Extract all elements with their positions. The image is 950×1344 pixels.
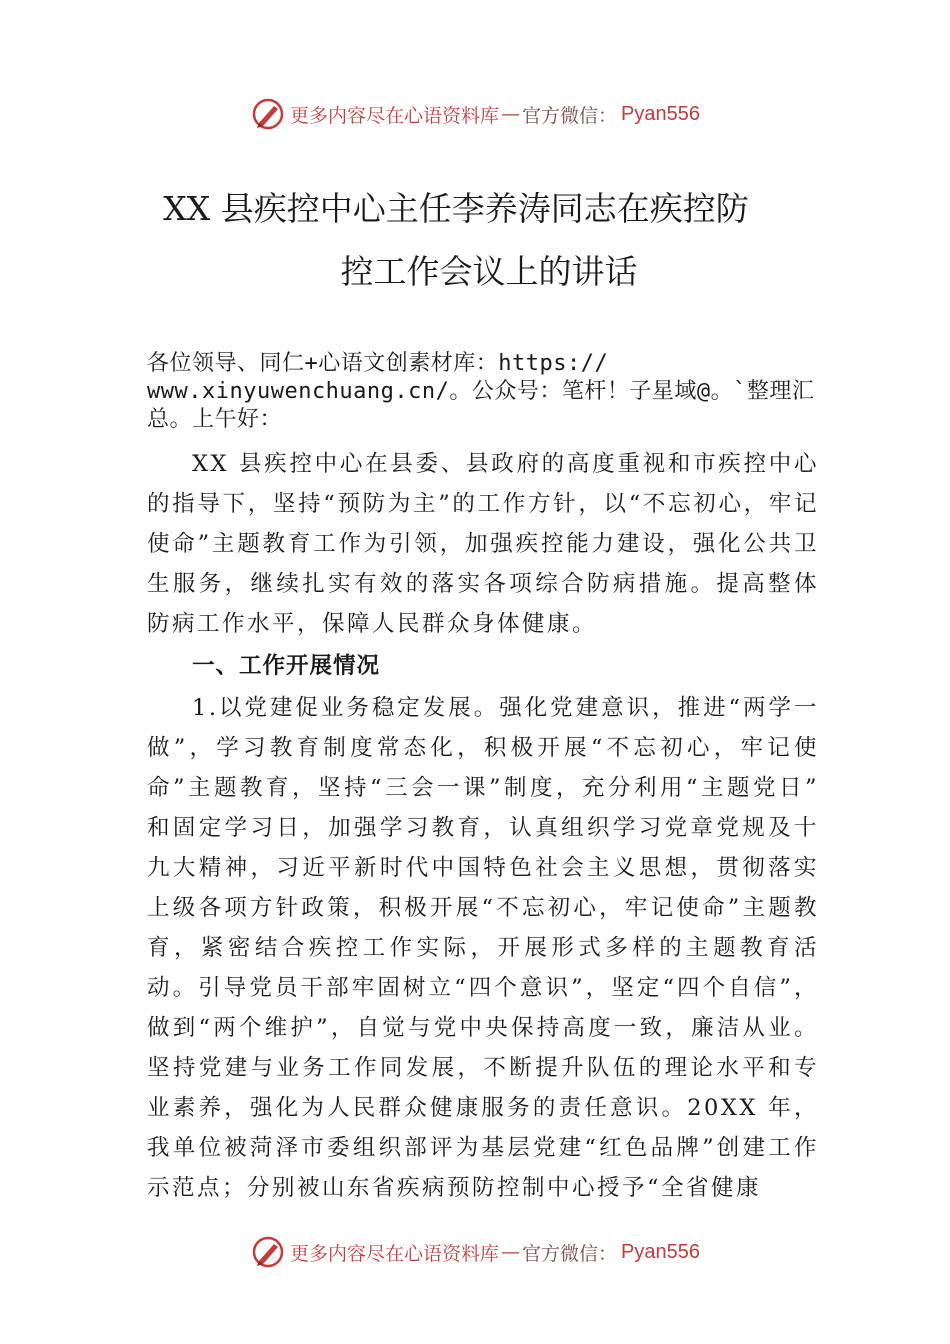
banner-wechat-label: 官方微信： — [522, 104, 618, 127]
document-title-line2: 控工作会议上的讲话 — [340, 252, 638, 291]
section-heading-1: 一、工作开展情况 — [192, 653, 381, 679]
body-paragraph-1: XX 县疾控中心在县委、县政府的高度重视和市疾控中心的指导下，坚持“预防为主”的工作方针，以“不忘初心，牢记使命”主题教育工作为引领，加强疾控能力建设，强化公共卫生服务，继续扎实有效的落实各项综合防病措施。提高整体防病工作水平，保障人民群众身体健康。 — [147, 451, 819, 637]
banner-wechat-id: Pyan556 — [621, 102, 700, 125]
document-title-line1: XX 县疾控中心主任李养涛同志在疾控防 — [163, 189, 749, 228]
header-banner — [0, 94, 950, 134]
banner-separator: — — [501, 103, 521, 125]
pen-logo-icon — [250, 1234, 286, 1270]
banner-separator: — — [501, 1241, 521, 1263]
banner-wechat-label: 官方微信： — [522, 1242, 618, 1265]
salutation: 各位领导、同仁+心语文创素材库：https:// www.xinyuwenchuang.cn/。公众号：笔杆！子星域@。`整理汇 总。上午好： — [147, 351, 815, 432]
footer-banner — [0, 1232, 950, 1272]
pen-logo-icon — [250, 96, 286, 132]
banner-main-text: 更多内容尽在心语资料库 — [290, 104, 500, 127]
body-paragraph-2: 1.以党建促业务稳定发展。强化党建意识，推进“两学一做”，学习教育制度常态化，积极开展“不忘初心，牢记使命”主题教育，坚持“三会一课”制度，充分利用“主题党日” 和固定学习日，加强学习教育，认真组织学习党章党规及十九大精神，习近平新时代中国特色社会主义思想，贯彻落实上级各项方针政策，积极开展“不忘初心，牢记使命”主题教育，紧密结合疾控工作实际，开展形式多样的主题教育活动。引导党员干部牢固树立“四个意识”，坚定“四个自信”， 做到“两个维护”，自觉与党中央保持高度一致，廉洁从业。坚持党建与业务工作同发展，不断提升队伍的理论水平和专业素养，强化为人民群众健康服务的责任意识。20XX 年， 我单位被菏泽市委组织部评为基层党建“红色品牌”创建工作示范点；分别被山东省疾病预防控制中心授予“全省健康 — [147, 695, 819, 1201]
banner-wechat-id: Pyan556 — [621, 1240, 700, 1263]
banner-main-text: 更多内容尽在心语资料库 — [290, 1242, 500, 1265]
